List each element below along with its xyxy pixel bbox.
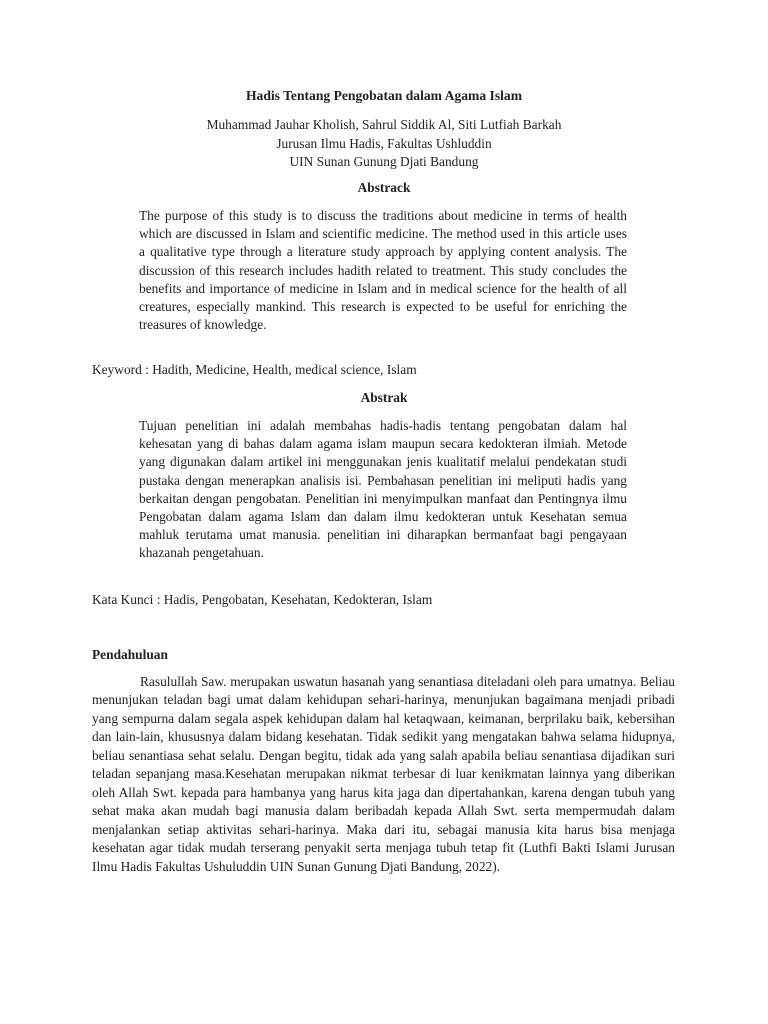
abstract-en-heading: Abstrack [357,180,411,195]
author-institution: UIN Sunan Gunung Djati Bandung [289,154,479,169]
abstract-en-keywords: Keyword : Hadith, Medicine, Health, medical science, Islam [92,362,417,377]
author-block [92,116,676,172]
author-names: Muhammad Jauhar Kholish, Sahrul Siddik Al, Siti Lutfiah Barkah [206,117,562,132]
abstract-id-body: Tujuan penelitian ini adalah membahas hadis-hadis tentang pengobatan dalam hal kehesatan yang di bahas dalam agama islam maupun secara kedokteran ilmiah. Metode yang digunakan dalam artikel ini menggunakan jenis kualitatif melalui pendekatan studi pustaka dengan menerapkan analisis isi. Pembahasan penelitian ini meliputi hadis yang berkaitan dengan pengobatan. Penelitian ini menyimpulkan manfaat dan Pentingnya ilmu Pengobatan dalam agama Islam dan dalam ilmu kedokteran untuk Kesehatan semua mahluk terutama umat manusia. penelitian ini diharapkan bermanfaat bagi pengayaan khazanah pengetahuan. [139,418,627,561]
paper-title: Hadis Tentang Pengobatan dalam Agama Islam [245,88,523,103]
abstract-id-keywords: Kata Kunci : Hadis, Pengobatan, Kesehatan, Kedokteran, Islam [92,592,433,607]
abstract-id-heading: Abstrak [360,390,408,405]
abstract-en-body: The purpose of this study is to discuss the traditions about medicine in terms of health which are discussed in Islam and scientific medicine. The method used in this article uses a qualitative type through a literature study approach by applying content analysis. The discussion of this research includes hadith related to treatment. This study concludes the benefits and importance of medicine in Islam and in medical science for the health of all creatures, especially mankind. This research is expected to be useful for enriching the treasures of knowledge. [139,208,627,333]
introduction-heading: Pendahuluan [92,647,168,662]
introduction-body: Rasulullah Saw. merupakan uswatun hasanah yang senantiasa diteladani oleh para umatnya. Beliau menunjukan teladan bagi umat dalam kehidupan sehari-harinya, menunjukan bagaimana menjadi pribadi yang sempurna dalam segala aspek kehidupan dalam hal ketaqwaan, keimanan, berprilaku baik, kebersihan dan lain-lain, khususnya dalam bidang kesehatan. Tidak sedikit yang mengatakan bahwa selama hidupnya, beliau senantiasa sehat selalu. Dengan begitu, tidak ada yang salah apabila beliau senantiasa dijadikan suri teladan sepanjang masa.Kesehatan merupakan nikmat terbesar di luar kenikmatan lainnya yang diberikan oleh Allah Swt. kepada para hambanya yang harus kita jaga dan dipertahankan, karena dengan tubuh yang sehat maka akan mudah bagi manusia dalam beribadah kepada Allah Swt. serta mempermudah dalam menjalankan setiap aktivitas sehari-harinya. Maka dari itu, sebagai manusia kita harus bisa menjaga kesehatan agar tidak mudah terserang penyakit serta menjaga tubuh tetap fit (Luthfi Bakti Islami Jurusan Ilmu Hadis Fakultas Ushuluddin UIN Sunan Gunung Djati Bandung, 2022). [92,674,675,874]
author-department: Jurusan Ilmu Hadis, Fakultas Ushluddin [276,135,492,151]
